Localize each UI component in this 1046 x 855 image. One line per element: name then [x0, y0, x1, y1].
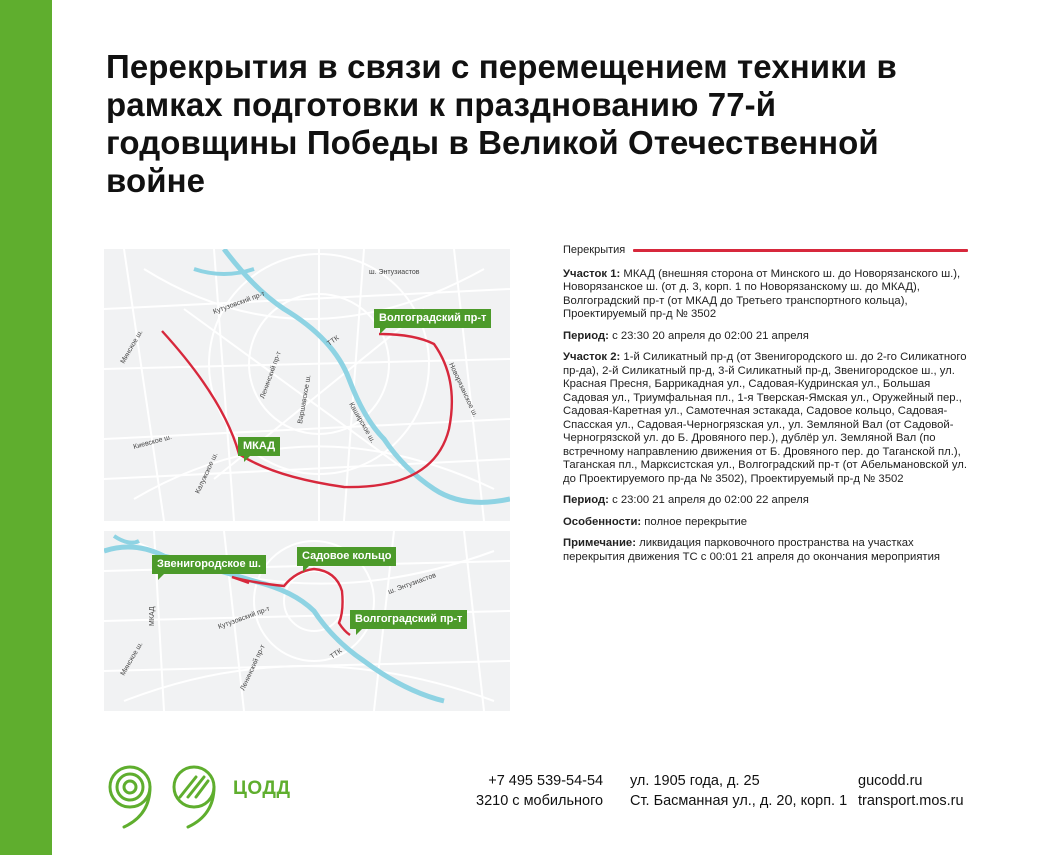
note — [563, 537, 968, 564]
road-label-kaluzhskoe: Калужское ш. — [194, 451, 220, 495]
green-side-bar — [0, 0, 52, 855]
website-1: gucodd.ru — [858, 773, 923, 789]
features-label: Особенности: — [563, 515, 642, 528]
road-label-minskoe: Минское ш. — [119, 328, 145, 365]
road-label-kievskoe: Киевское ш. — [132, 433, 173, 451]
section-1-label: Участок 1: — [563, 267, 621, 280]
codd-logo-icon — [106, 765, 228, 829]
footer-addresses — [630, 771, 847, 811]
closure-info — [563, 244, 968, 572]
road-label-ttk: ТТК — [329, 647, 344, 661]
short-phone-number: 3210 с мобильного — [476, 793, 604, 809]
info-header-text: Перекрытия — [563, 244, 626, 256]
section-2 — [563, 351, 968, 486]
map-label-volgogradsky: Волгоградский пр-т — [374, 309, 491, 328]
section-2-text: 1-й Силикатный пр-д (от Звенигородского ш. до 2-го Силикатного пр-да), 2-й Силикатный пр-д, 3-й Силикатный пр-д, Звенигородское ш., ул. Красная Пресня, Баррикадная ул., Садовая-Кудринская ул., Большая Садовая ул., Триумфальная пл., 1-я Тверская-Ямская ул., Оружейный пер., Садовая-Каретная ул., Самотечная эстакада, Садовое кольцо, Садовая-Спасская ул., Садовая-Черногрязская ул., ул. Земляной Вал (от Садовой-Черногрязской ул. до Б. Дровяного пер.), дублёр ул. Земляной Вал (по встречному направлению движения от Б. Дровяного пер. до Таганской пл.), Таганская пл., Марксистская ул., Волгоградский пр-т (от Абельмановской ул. до Проектируемого пр-да № 3502), Проектируемый пр-д № 3502 — [563, 351, 968, 485]
river-branch — [114, 536, 139, 543]
period-1 — [563, 330, 968, 344]
map-label-volgogradsky: Волгоградский пр-т — [350, 610, 467, 629]
period-1-label: Период: — [563, 329, 609, 342]
road-label-mkad: МКАД — [149, 606, 156, 626]
info-header — [563, 244, 968, 258]
map-label-mkad: МКАД — [238, 437, 280, 456]
period-2-label: Период: — [563, 494, 609, 506]
map-label-zvenigorodskoe: Звенигородское ш. — [152, 555, 266, 574]
road-label-kutuzovsky: Кутузовский пр-т — [212, 290, 266, 316]
brand-name: ЦОДД — [233, 778, 291, 799]
road-label-leninsky: Ленинский пр-т — [259, 350, 283, 400]
codd-logo — [106, 765, 228, 834]
address-1: ул. 1905 года, д. 25 — [630, 773, 760, 789]
page-title: Перекрытия в связи с перемещением техники в рамках подготовки к празднованию 77-й годовщины Победы в Великой Отечественной войне — [106, 48, 897, 199]
address-2: Ст. Басманная ул., д. 20, корп. 1 — [630, 793, 848, 809]
road-label-ttk: ТТК — [326, 334, 341, 348]
road-label-kashirskoe: Каширское ш. — [347, 401, 376, 445]
note-label: Примечание: — [563, 537, 636, 549]
section-1-text: МКАД (внешняя сторона от Минского ш. до Новорязанского ш.), Новорязанское ш. (от д. 3, корп. 1 по Новорязанскому ш. до МКАД), Волгоградский пр-т (от МКАД до Третьего транспортного кольца), Проектируемый пр-д № 3502 — [563, 267, 961, 320]
road-label-minskoe: Минское ш. — [119, 640, 145, 677]
map-section-2 — [104, 531, 510, 711]
period-2 — [563, 494, 968, 508]
period-2-text: с 23:00 21 апреля до 02:00 22 апреля — [608, 494, 809, 506]
road-label-novoryazanskoe: Новорязанское ш. — [447, 361, 479, 419]
period-1-text: с 23:30 20 апреля до 02:00 21 апреля — [608, 329, 809, 342]
note-text: ликвидация парковочного пространства на участках перекрытия движения ТС с 00:01 21 апреля до окончания мероприятия — [563, 537, 941, 563]
section-1 — [563, 268, 968, 322]
features — [563, 516, 968, 530]
map-section-1-drawing — [104, 249, 510, 521]
map-label-sadovoe: Садовое кольцо — [297, 547, 396, 566]
road-label-kutuzovsky: Кутузовский пр-т — [217, 605, 271, 631]
road-label-leninsky: Ленинский пр-т — [239, 643, 267, 692]
red-divider — [633, 249, 968, 252]
map-section-1 — [104, 249, 510, 521]
river-branch — [194, 269, 254, 274]
footer-websites — [858, 771, 964, 811]
footer-phones — [476, 771, 603, 811]
phone-number: +7 495 539-54-54 — [488, 773, 604, 789]
road-label-varshavskoe: Варшавское ш. — [297, 374, 313, 425]
section-2-label: Участок 2: — [563, 351, 621, 363]
website-2: transport.mos.ru — [858, 793, 964, 809]
road-label-entuziastov: ш. Энтузиастов — [387, 572, 438, 596]
road-label-entuziastov: ш. Энтузиастов — [369, 269, 420, 276]
features-text: полное перекрытие — [641, 515, 748, 528]
